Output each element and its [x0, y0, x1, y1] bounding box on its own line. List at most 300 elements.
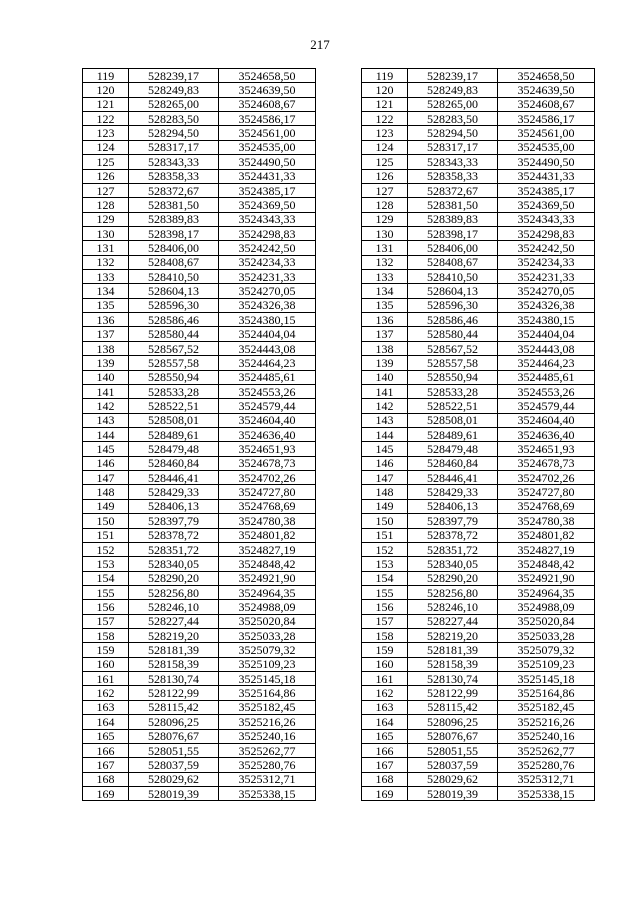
- right-point-number-cell: 158: [362, 629, 408, 643]
- column-gap: [316, 140, 362, 154]
- left-x-coordinate-cell: 528227,44: [129, 614, 219, 628]
- column-gap: [316, 629, 362, 643]
- left-point-number-cell: 149: [83, 499, 129, 513]
- column-gap: [316, 700, 362, 714]
- right-x-coordinate-cell: 528596,30: [408, 298, 498, 312]
- left-x-coordinate-cell: 528351,72: [129, 542, 219, 556]
- right-y-coordinate-cell: 3524369,50: [498, 198, 595, 212]
- left-y-coordinate-cell: 3525033,28: [219, 629, 316, 643]
- table-row: [83, 212, 595, 226]
- right-y-coordinate-cell: 3525216,26: [498, 715, 595, 729]
- right-y-coordinate-cell: 3524988,09: [498, 600, 595, 614]
- right-y-coordinate-cell: 3524553,26: [498, 384, 595, 398]
- column-gap: [316, 183, 362, 197]
- right-y-coordinate-cell: 3524380,15: [498, 313, 595, 327]
- right-x-coordinate-cell: 528340,05: [408, 557, 498, 571]
- right-x-coordinate-cell: 528397,79: [408, 514, 498, 528]
- right-x-coordinate-cell: 528479,48: [408, 442, 498, 456]
- left-point-number-cell: 127: [83, 183, 129, 197]
- left-y-coordinate-cell: 3524443,08: [219, 341, 316, 355]
- left-point-number-cell: 125: [83, 155, 129, 169]
- right-point-number-cell: 169: [362, 786, 408, 800]
- left-y-coordinate-cell: 3524639,50: [219, 83, 316, 97]
- left-x-coordinate-cell: 528522,51: [129, 399, 219, 413]
- column-gap: [316, 370, 362, 384]
- left-x-coordinate-cell: 528256,80: [129, 585, 219, 599]
- left-point-number-cell: 121: [83, 97, 129, 111]
- column-gap: [316, 528, 362, 542]
- column-gap: [316, 657, 362, 671]
- column-gap: [316, 212, 362, 226]
- left-y-coordinate-cell: 3524964,35: [219, 585, 316, 599]
- right-x-coordinate-cell: 528158,39: [408, 657, 498, 671]
- column-gap: [316, 413, 362, 427]
- left-point-number-cell: 124: [83, 140, 129, 154]
- left-y-coordinate-cell: 3525240,16: [219, 729, 316, 743]
- table-row: [83, 743, 595, 757]
- column-gap: [316, 384, 362, 398]
- left-x-coordinate-cell: 528076,67: [129, 729, 219, 743]
- table-row: [83, 399, 595, 413]
- right-point-number-cell: 119: [362, 69, 408, 83]
- right-point-number-cell: 137: [362, 327, 408, 341]
- column-gap: [316, 514, 362, 528]
- left-point-number-cell: 166: [83, 743, 129, 757]
- left-point-number-cell: 167: [83, 758, 129, 772]
- left-x-coordinate-cell: 528489,61: [129, 427, 219, 441]
- right-point-number-cell: 138: [362, 341, 408, 355]
- right-y-coordinate-cell: 3524431,33: [498, 169, 595, 183]
- table-row: [83, 284, 595, 298]
- column-gap: [316, 542, 362, 556]
- coordinates-table-body: [83, 69, 595, 801]
- left-x-coordinate-cell: 528115,42: [129, 700, 219, 714]
- left-point-number-cell: 133: [83, 270, 129, 284]
- column-gap: [316, 83, 362, 97]
- column-gap: [316, 284, 362, 298]
- column-gap: [316, 471, 362, 485]
- column-gap: [316, 97, 362, 111]
- left-point-number-cell: 134: [83, 284, 129, 298]
- left-point-number-cell: 137: [83, 327, 129, 341]
- right-y-coordinate-cell: 3524443,08: [498, 341, 595, 355]
- left-x-coordinate-cell: 528604,13: [129, 284, 219, 298]
- table-row: [83, 169, 595, 183]
- left-point-number-cell: 150: [83, 514, 129, 528]
- right-x-coordinate-cell: 528283,50: [408, 112, 498, 126]
- right-point-number-cell: 139: [362, 356, 408, 370]
- left-x-coordinate-cell: 528283,50: [129, 112, 219, 126]
- left-point-number-cell: 162: [83, 686, 129, 700]
- left-y-coordinate-cell: 3524801,82: [219, 528, 316, 542]
- left-y-coordinate-cell: 3524343,33: [219, 212, 316, 226]
- right-point-number-cell: 127: [362, 183, 408, 197]
- right-y-coordinate-cell: 3525164,86: [498, 686, 595, 700]
- table-row: [83, 427, 595, 441]
- left-point-number-cell: 123: [83, 126, 129, 140]
- left-y-coordinate-cell: 3524490,50: [219, 155, 316, 169]
- left-point-number-cell: 154: [83, 571, 129, 585]
- left-point-number-cell: 144: [83, 427, 129, 441]
- right-point-number-cell: 143: [362, 413, 408, 427]
- right-point-number-cell: 144: [362, 427, 408, 441]
- left-x-coordinate-cell: 528158,39: [129, 657, 219, 671]
- right-x-coordinate-cell: 528408,67: [408, 255, 498, 269]
- left-x-coordinate-cell: 528446,41: [129, 471, 219, 485]
- right-y-coordinate-cell: 3525262,77: [498, 743, 595, 757]
- left-x-coordinate-cell: 528219,20: [129, 629, 219, 643]
- left-x-coordinate-cell: 528479,48: [129, 442, 219, 456]
- left-y-coordinate-cell: 3524369,50: [219, 198, 316, 212]
- left-point-number-cell: 129: [83, 212, 129, 226]
- right-x-coordinate-cell: 528351,72: [408, 542, 498, 556]
- right-y-coordinate-cell: 3524298,83: [498, 226, 595, 240]
- left-x-coordinate-cell: 528378,72: [129, 528, 219, 542]
- right-y-coordinate-cell: 3524608,67: [498, 97, 595, 111]
- column-gap: [316, 557, 362, 571]
- right-x-coordinate-cell: 528130,74: [408, 672, 498, 686]
- left-y-coordinate-cell: 3524604,40: [219, 413, 316, 427]
- column-gap: [316, 600, 362, 614]
- right-point-number-cell: 145: [362, 442, 408, 456]
- table-row: [83, 413, 595, 427]
- column-gap: [316, 198, 362, 212]
- right-x-coordinate-cell: 528550,94: [408, 370, 498, 384]
- right-y-coordinate-cell: 3525033,28: [498, 629, 595, 643]
- column-gap: [316, 743, 362, 757]
- left-x-coordinate-cell: 528181,39: [129, 643, 219, 657]
- column-gap: [316, 643, 362, 657]
- column-gap: [316, 226, 362, 240]
- right-point-number-cell: 146: [362, 456, 408, 470]
- table-row: [83, 786, 595, 800]
- left-point-number-cell: 157: [83, 614, 129, 628]
- left-y-coordinate-cell: 3524727,80: [219, 485, 316, 499]
- column-gap: [316, 456, 362, 470]
- table-row: [83, 241, 595, 255]
- column-gap: [316, 341, 362, 355]
- column-gap: [316, 571, 362, 585]
- left-x-coordinate-cell: 528381,50: [129, 198, 219, 212]
- left-point-number-cell: 163: [83, 700, 129, 714]
- left-y-coordinate-cell: 3524464,23: [219, 356, 316, 370]
- left-x-coordinate-cell: 528317,17: [129, 140, 219, 154]
- left-x-coordinate-cell: 528389,83: [129, 212, 219, 226]
- column-gap: [316, 772, 362, 786]
- right-y-coordinate-cell: 3524535,00: [498, 140, 595, 154]
- right-point-number-cell: 157: [362, 614, 408, 628]
- right-point-number-cell: 149: [362, 499, 408, 513]
- left-point-number-cell: 139: [83, 356, 129, 370]
- left-y-coordinate-cell: 3524431,33: [219, 169, 316, 183]
- right-point-number-cell: 133: [362, 270, 408, 284]
- right-point-number-cell: 163: [362, 700, 408, 714]
- right-point-number-cell: 166: [362, 743, 408, 757]
- column-gap: [316, 313, 362, 327]
- left-point-number-cell: 131: [83, 241, 129, 255]
- column-gap: [316, 399, 362, 413]
- right-y-coordinate-cell: 3524801,82: [498, 528, 595, 542]
- left-x-coordinate-cell: 528239,17: [129, 69, 219, 83]
- right-x-coordinate-cell: 528372,67: [408, 183, 498, 197]
- table-row: [83, 313, 595, 327]
- right-y-coordinate-cell: 3524727,80: [498, 485, 595, 499]
- right-y-coordinate-cell: 3525079,32: [498, 643, 595, 657]
- right-y-coordinate-cell: 3524651,93: [498, 442, 595, 456]
- left-y-coordinate-cell: 3524485,61: [219, 370, 316, 384]
- table-row: [83, 155, 595, 169]
- left-x-coordinate-cell: 528246,10: [129, 600, 219, 614]
- left-point-number-cell: 169: [83, 786, 129, 800]
- right-x-coordinate-cell: 528398,17: [408, 226, 498, 240]
- left-y-coordinate-cell: 3524586,17: [219, 112, 316, 126]
- column-gap: [316, 241, 362, 255]
- right-x-coordinate-cell: 528265,00: [408, 97, 498, 111]
- table-row: [83, 686, 595, 700]
- right-point-number-cell: 147: [362, 471, 408, 485]
- right-x-coordinate-cell: 528249,83: [408, 83, 498, 97]
- right-x-coordinate-cell: 528019,39: [408, 786, 498, 800]
- left-y-coordinate-cell: 3524242,50: [219, 241, 316, 255]
- left-x-coordinate-cell: 528019,39: [129, 786, 219, 800]
- left-x-coordinate-cell: 528408,67: [129, 255, 219, 269]
- right-point-number-cell: 122: [362, 112, 408, 126]
- left-y-coordinate-cell: 3524561,00: [219, 126, 316, 140]
- right-y-coordinate-cell: 3524827,19: [498, 542, 595, 556]
- right-y-coordinate-cell: 3524921,90: [498, 571, 595, 585]
- left-x-coordinate-cell: 528410,50: [129, 270, 219, 284]
- left-point-number-cell: 143: [83, 413, 129, 427]
- left-y-coordinate-cell: 3524553,26: [219, 384, 316, 398]
- left-x-coordinate-cell: 528429,33: [129, 485, 219, 499]
- table-row: [83, 255, 595, 269]
- table-row: [83, 528, 595, 542]
- left-y-coordinate-cell: 3525338,15: [219, 786, 316, 800]
- table-row: [83, 672, 595, 686]
- left-x-coordinate-cell: 528130,74: [129, 672, 219, 686]
- right-point-number-cell: 162: [362, 686, 408, 700]
- left-y-coordinate-cell: 3524270,05: [219, 284, 316, 298]
- right-x-coordinate-cell: 528037,59: [408, 758, 498, 772]
- right-y-coordinate-cell: 3525280,76: [498, 758, 595, 772]
- left-point-number-cell: 164: [83, 715, 129, 729]
- left-point-number-cell: 132: [83, 255, 129, 269]
- column-gap: [316, 442, 362, 456]
- left-x-coordinate-cell: 528586,46: [129, 313, 219, 327]
- table-row: [83, 183, 595, 197]
- left-x-coordinate-cell: 528096,25: [129, 715, 219, 729]
- left-point-number-cell: 151: [83, 528, 129, 542]
- table-row: [83, 456, 595, 470]
- page-number: 217: [310, 37, 330, 52]
- right-point-number-cell: 167: [362, 758, 408, 772]
- right-y-coordinate-cell: 3524848,42: [498, 557, 595, 571]
- table-row: [83, 298, 595, 312]
- column-gap: [316, 729, 362, 743]
- table-row: [83, 356, 595, 370]
- left-x-coordinate-cell: 528051,55: [129, 743, 219, 757]
- left-y-coordinate-cell: 3524231,33: [219, 270, 316, 284]
- left-y-coordinate-cell: 3524678,73: [219, 456, 316, 470]
- right-y-coordinate-cell: 3524768,69: [498, 499, 595, 513]
- right-y-coordinate-cell: 3524464,23: [498, 356, 595, 370]
- right-x-coordinate-cell: 528239,17: [408, 69, 498, 83]
- column-gap: [316, 499, 362, 513]
- left-point-number-cell: 159: [83, 643, 129, 657]
- left-y-coordinate-cell: 3525262,77: [219, 743, 316, 757]
- table-row: [83, 657, 595, 671]
- left-point-number-cell: 168: [83, 772, 129, 786]
- table-row: [83, 729, 595, 743]
- right-y-coordinate-cell: 3524639,50: [498, 83, 595, 97]
- left-point-number-cell: 120: [83, 83, 129, 97]
- right-point-number-cell: 140: [362, 370, 408, 384]
- right-y-coordinate-cell: 3524231,33: [498, 270, 595, 284]
- right-y-coordinate-cell: 3524490,50: [498, 155, 595, 169]
- right-x-coordinate-cell: 528256,80: [408, 585, 498, 599]
- column-gap: [316, 112, 362, 126]
- left-x-coordinate-cell: 528398,17: [129, 226, 219, 240]
- left-x-coordinate-cell: 528406,00: [129, 241, 219, 255]
- left-point-number-cell: 126: [83, 169, 129, 183]
- right-y-coordinate-cell: 3525338,15: [498, 786, 595, 800]
- column-gap: [316, 126, 362, 140]
- column-gap: [316, 786, 362, 800]
- right-x-coordinate-cell: 528489,61: [408, 427, 498, 441]
- left-y-coordinate-cell: 3525079,32: [219, 643, 316, 657]
- left-y-coordinate-cell: 3525312,71: [219, 772, 316, 786]
- column-gap: [316, 155, 362, 169]
- left-y-coordinate-cell: 3524988,09: [219, 600, 316, 614]
- table-row: [83, 600, 595, 614]
- left-x-coordinate-cell: 528265,00: [129, 97, 219, 111]
- left-x-coordinate-cell: 528343,33: [129, 155, 219, 169]
- table-row: [83, 514, 595, 528]
- right-x-coordinate-cell: 528378,72: [408, 528, 498, 542]
- left-x-coordinate-cell: 528340,05: [129, 557, 219, 571]
- left-y-coordinate-cell: 3524535,00: [219, 140, 316, 154]
- right-y-coordinate-cell: 3524604,40: [498, 413, 595, 427]
- right-point-number-cell: 120: [362, 83, 408, 97]
- right-y-coordinate-cell: 3524385,17: [498, 183, 595, 197]
- column-gap: [316, 69, 362, 83]
- right-point-number-cell: 154: [362, 571, 408, 585]
- right-x-coordinate-cell: 528460,84: [408, 456, 498, 470]
- right-y-coordinate-cell: 3524964,35: [498, 585, 595, 599]
- column-gap: [316, 686, 362, 700]
- left-x-coordinate-cell: 528567,52: [129, 341, 219, 355]
- right-y-coordinate-cell: 3524234,33: [498, 255, 595, 269]
- column-gap: [316, 672, 362, 686]
- left-point-number-cell: 130: [83, 226, 129, 240]
- left-y-coordinate-cell: 3524404,04: [219, 327, 316, 341]
- table-row: [83, 557, 595, 571]
- column-gap: [316, 585, 362, 599]
- left-x-coordinate-cell: 528508,01: [129, 413, 219, 427]
- left-y-coordinate-cell: 3524848,42: [219, 557, 316, 571]
- right-y-coordinate-cell: 3524485,61: [498, 370, 595, 384]
- left-point-number-cell: 141: [83, 384, 129, 398]
- left-point-number-cell: 155: [83, 585, 129, 599]
- left-y-coordinate-cell: 3524380,15: [219, 313, 316, 327]
- left-x-coordinate-cell: 528294,50: [129, 126, 219, 140]
- right-x-coordinate-cell: 528051,55: [408, 743, 498, 757]
- left-x-coordinate-cell: 528372,67: [129, 183, 219, 197]
- right-y-coordinate-cell: 3525020,84: [498, 614, 595, 628]
- right-point-number-cell: 165: [362, 729, 408, 743]
- left-point-number-cell: 140: [83, 370, 129, 384]
- column-gap: [316, 485, 362, 499]
- table-row: [83, 629, 595, 643]
- left-y-coordinate-cell: 3525182,45: [219, 700, 316, 714]
- left-y-coordinate-cell: 3525280,76: [219, 758, 316, 772]
- right-y-coordinate-cell: 3524343,33: [498, 212, 595, 226]
- left-point-number-cell: 158: [83, 629, 129, 643]
- right-point-number-cell: 148: [362, 485, 408, 499]
- left-point-number-cell: 136: [83, 313, 129, 327]
- right-point-number-cell: 130: [362, 226, 408, 240]
- table-row: [83, 614, 595, 628]
- column-gap: [316, 270, 362, 284]
- left-y-coordinate-cell: 3524385,17: [219, 183, 316, 197]
- left-x-coordinate-cell: 528460,84: [129, 456, 219, 470]
- left-y-coordinate-cell: 3524780,38: [219, 514, 316, 528]
- right-x-coordinate-cell: 528406,00: [408, 241, 498, 255]
- right-point-number-cell: 123: [362, 126, 408, 140]
- right-point-number-cell: 160: [362, 657, 408, 671]
- table-row: [83, 772, 595, 786]
- right-point-number-cell: 131: [362, 241, 408, 255]
- right-point-number-cell: 152: [362, 542, 408, 556]
- left-point-number-cell: 146: [83, 456, 129, 470]
- right-y-coordinate-cell: 3524270,05: [498, 284, 595, 298]
- right-y-coordinate-cell: 3525312,71: [498, 772, 595, 786]
- column-gap: [316, 327, 362, 341]
- table-row: [83, 69, 595, 83]
- right-x-coordinate-cell: 528586,46: [408, 313, 498, 327]
- left-x-coordinate-cell: 528122,99: [129, 686, 219, 700]
- right-x-coordinate-cell: 528290,20: [408, 571, 498, 585]
- left-y-coordinate-cell: 3524579,44: [219, 399, 316, 413]
- table-row: [83, 758, 595, 772]
- table-row: [83, 571, 595, 585]
- table-row: [83, 384, 595, 398]
- right-x-coordinate-cell: 528557,58: [408, 356, 498, 370]
- left-y-coordinate-cell: 3525216,26: [219, 715, 316, 729]
- table-row: [83, 341, 595, 355]
- left-y-coordinate-cell: 3524651,93: [219, 442, 316, 456]
- left-x-coordinate-cell: 528580,44: [129, 327, 219, 341]
- table-row: [83, 198, 595, 212]
- table-row: [83, 126, 595, 140]
- column-gap: [316, 715, 362, 729]
- right-x-coordinate-cell: 528246,10: [408, 600, 498, 614]
- right-point-number-cell: 159: [362, 643, 408, 657]
- column-gap: [316, 356, 362, 370]
- table-row: [83, 499, 595, 513]
- right-point-number-cell: 128: [362, 198, 408, 212]
- left-y-coordinate-cell: 3524921,90: [219, 571, 316, 585]
- left-y-coordinate-cell: 3524326,38: [219, 298, 316, 312]
- right-point-number-cell: 156: [362, 600, 408, 614]
- left-y-coordinate-cell: 3525020,84: [219, 614, 316, 628]
- table-row: [83, 370, 595, 384]
- column-gap: [316, 614, 362, 628]
- left-point-number-cell: 147: [83, 471, 129, 485]
- left-point-number-cell: 153: [83, 557, 129, 571]
- left-x-coordinate-cell: 528596,30: [129, 298, 219, 312]
- right-x-coordinate-cell: 528446,41: [408, 471, 498, 485]
